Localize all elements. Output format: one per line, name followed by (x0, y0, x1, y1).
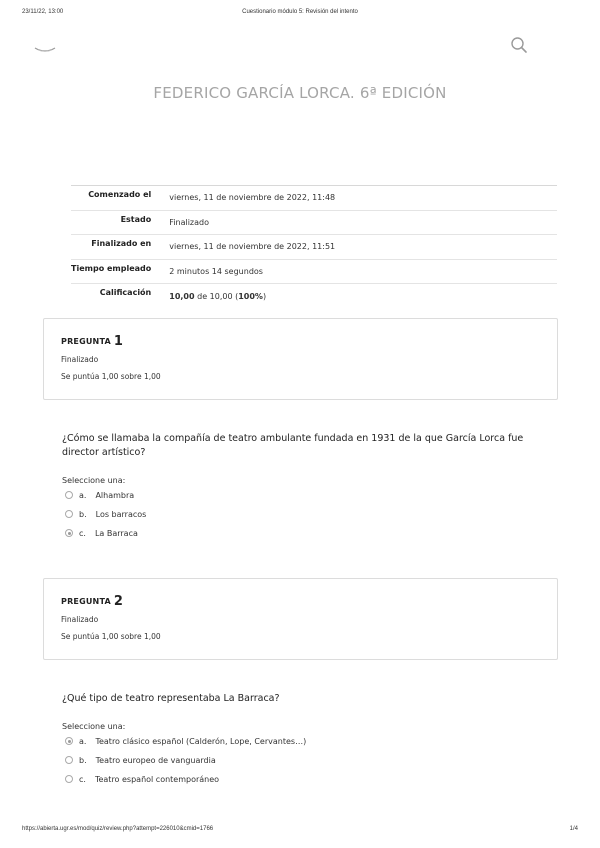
option-letter: b. (79, 509, 87, 519)
summary-label: Comenzado el (71, 186, 159, 211)
question-text-2: ¿Qué tipo de teatro representaba La Barraca? (62, 693, 280, 704)
answer-option[interactable] (65, 489, 134, 501)
page-number: 1/4 (569, 826, 578, 832)
radio-button-selected[interactable] (65, 737, 73, 745)
option-letter: c. (79, 528, 86, 538)
summary-row-finished (71, 235, 557, 260)
summary-row-started (71, 186, 557, 211)
summary-value: viernes, 11 de noviembre de 2022, 11:51 (159, 235, 557, 260)
radio-button[interactable] (65, 510, 73, 518)
option-letter: b. (79, 755, 87, 765)
option-label: La Barraca (94, 528, 138, 538)
answer-option[interactable] (65, 735, 306, 747)
question-state: Finalizado (61, 355, 99, 364)
attempt-summary-table (71, 185, 557, 308)
option-label: Los barracos (95, 509, 147, 519)
question-number (61, 334, 123, 349)
question-text-1: ¿Cómo se llamaba la compañía de teatro ambulante fundada en 1931 de la que García Lorca fue director artístico? (62, 433, 524, 458)
summary-label: Estado (71, 210, 159, 235)
grade-of: de 10,00 ( (197, 291, 239, 301)
question-num: 2 (113, 594, 124, 609)
option-label: Alhambra (95, 490, 135, 500)
grade-percent: 100% (238, 291, 263, 301)
option-label: Teatro clásico español (Calderón, Lope, Cervantes…) (95, 736, 307, 746)
summary-row-time (71, 259, 557, 284)
summary-row-state (71, 210, 557, 235)
summary-value: Finalizado (159, 210, 557, 235)
grade-score: 10,00 (169, 291, 195, 301)
summary-value: viernes, 11 de noviembre de 2022, 11:48 (159, 186, 557, 211)
print-title: Cuestionario módulo 5: Revisión del intento (242, 9, 358, 15)
summary-value: 2 minutos 14 segundos (159, 259, 557, 284)
answer-option[interactable] (65, 773, 219, 785)
answer-option[interactable] (65, 508, 146, 520)
print-footer (22, 826, 578, 838)
summary-grade-value (159, 284, 557, 309)
radio-button-selected[interactable] (65, 529, 73, 537)
answer-prompt: Seleccione una: (62, 476, 126, 485)
question-grade: Se puntúa 1,00 sobre 1,00 (61, 632, 161, 641)
option-letter: a. (79, 490, 87, 500)
print-header (22, 9, 578, 21)
page-title: FEDERICO GARCÍA LORCA. 6ª EDICIÓN (153, 84, 447, 102)
print-url: https://abierta.ugr.es/mod/quiz/review.php?attempt=226010&cmid=1766 (22, 826, 214, 832)
option-label: Teatro español contemporáneo (94, 774, 220, 784)
question-state: Finalizado (61, 615, 99, 624)
summary-label: Finalizado en (71, 235, 159, 260)
radio-button[interactable] (65, 775, 73, 783)
question-num: 1 (113, 334, 124, 349)
question-label: PREGUNTA (61, 337, 111, 346)
answer-option[interactable] (65, 754, 216, 766)
summary-label: Tiempo empleado (71, 259, 159, 284)
print-date: 23/11/22, 13:00 (22, 9, 64, 15)
radio-button[interactable] (65, 756, 73, 764)
question-number (61, 594, 123, 609)
radio-button[interactable] (65, 491, 73, 499)
question-grade: Se puntúa 1,00 sobre 1,00 (61, 372, 161, 381)
option-letter: a. (79, 736, 87, 746)
option-label: Teatro europeo de vanguardia (95, 755, 216, 765)
summary-label: Calificación (71, 284, 159, 309)
option-letter: c. (79, 774, 86, 784)
question-label: PREGUNTA (61, 597, 111, 606)
question-info-1 (43, 318, 558, 400)
search-icon[interactable] (510, 36, 528, 54)
grade-close: ) (262, 291, 267, 301)
answer-prompt: Seleccione una: (62, 722, 126, 731)
logo-icon[interactable] (34, 40, 56, 52)
answer-option[interactable] (65, 527, 138, 539)
summary-row-grade (71, 284, 557, 309)
question-info-2 (43, 578, 558, 660)
